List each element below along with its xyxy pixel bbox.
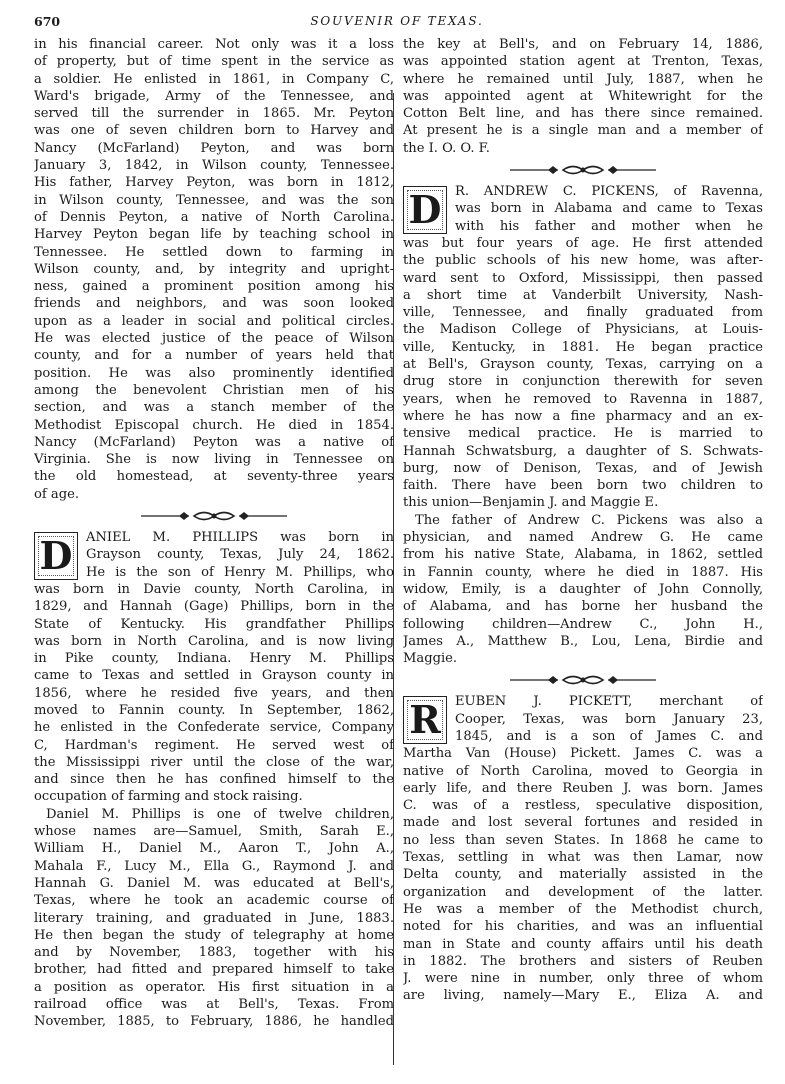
text-line: with his father and mother when he bbox=[455, 218, 763, 234]
text-line: of property, but of time spent in the service as bbox=[34, 54, 394, 70]
ornament-divider bbox=[34, 503, 394, 529]
text-line: following children—Andrew C., John H., bbox=[403, 616, 763, 632]
ornament-icon bbox=[508, 673, 658, 687]
text-line: C. was of a restless, speculative disposition, bbox=[403, 798, 763, 814]
text-line: faith. There have been born two children to bbox=[403, 478, 763, 494]
running-title: SOUVENIR OF TEXAS. bbox=[310, 14, 484, 28]
text-line: a soldier. He enlisted in 1861, in Company C, bbox=[34, 71, 394, 87]
text-line: ness, gained a prominent position among his bbox=[34, 279, 394, 295]
text-line: Martha Van (House) Pickett. James C. was a bbox=[403, 746, 763, 762]
text-line: The father of Andrew C. Pickens was also a bbox=[415, 512, 763, 528]
text-line: Grayson county, Texas, July 24, 1862. bbox=[86, 547, 394, 563]
text-line: in Pike county, Indiana. Henry M. Phillips bbox=[34, 651, 394, 667]
phillips-para2 bbox=[34, 806, 394, 1031]
text-line: Methodist Episcopal church. He died in 1854. bbox=[34, 417, 394, 433]
text-line: He then began the study of telegraphy at home bbox=[34, 927, 394, 943]
text-line: the Madison College of Physicians, at Louis- bbox=[403, 322, 763, 338]
text-line: native of North Carolina, moved to Georgia in bbox=[403, 763, 763, 779]
peyton-continuation bbox=[34, 36, 394, 503]
text-line: the old homestead, at seventy-three years bbox=[34, 469, 394, 485]
text-line: served till the surrender in 1865. Mr. Peyton bbox=[34, 106, 394, 122]
text-line: years, when he removed to Ravenna in 1887, bbox=[403, 391, 763, 407]
text-line: a position as operator. His first situation in a bbox=[34, 979, 394, 995]
text-line: section, and was a stanch member of the bbox=[34, 400, 394, 416]
page-header bbox=[34, 14, 760, 34]
text-line: Nancy (McFarland) Peyton, and was born bbox=[34, 140, 394, 156]
text-line: Delta county, and materially assisted in the bbox=[403, 867, 763, 883]
text-line: James A., Matthew B., Lou, Lena, Birdie and bbox=[403, 633, 763, 649]
text-line: and since then he has confined himself to the bbox=[34, 772, 394, 788]
text-line: at Bell's, Grayson county, Texas, carrying on a bbox=[403, 357, 763, 373]
phillips-continuation bbox=[403, 36, 763, 157]
text-line: organization and development of the latter. bbox=[403, 884, 763, 900]
dropcap-d: D bbox=[34, 532, 78, 580]
text-line: he enlisted in the Confederate service, Company bbox=[34, 720, 394, 736]
text-line: He is the son of Henry M. Phillips, who bbox=[86, 564, 394, 580]
text-line: in his financial career. Not only was it a loss bbox=[34, 37, 394, 52]
text-line: burg, now of Denison, Texas, and of Jewish bbox=[403, 460, 763, 476]
text-line: Harvey Peyton began life by teaching school in bbox=[34, 227, 394, 243]
text-line: in Wilson county, Tennessee, and was the son bbox=[34, 192, 394, 208]
text-line: position. He was also prominently identified bbox=[34, 365, 394, 381]
text-line: State of Kentucky. His grandfather Phillips bbox=[34, 616, 394, 632]
text-line: came to Texas and settled in Grayson county in bbox=[34, 668, 394, 684]
text-line: the Mississippi river until the close of the war, bbox=[34, 754, 394, 770]
text-line: where he has now a fine pharmacy and an ex- bbox=[403, 408, 763, 424]
ornament-divider bbox=[403, 157, 763, 183]
text-line: Maggie. bbox=[403, 651, 458, 667]
text-line: R. ANDREW C. PICKENS, of Ravenna, bbox=[455, 184, 763, 200]
text-line: are living, namely—Mary E., Eliza A. and bbox=[403, 988, 763, 1004]
text-line: was born in Alabama and came to Texas bbox=[455, 201, 763, 217]
text-line: the I. O. O. F. bbox=[403, 140, 490, 156]
text-line: was one of seven children born to Harvey and bbox=[34, 123, 394, 139]
text-line: Hannah Schwatsburg, a daughter of S. Schwats- bbox=[403, 443, 763, 459]
text-line: was appointed station agent at Trenton, Texas, bbox=[403, 54, 763, 70]
text-line: and by November, 1883, together with his bbox=[34, 945, 394, 961]
text-line: of Dennis Peyton, a native of North Carolina. bbox=[34, 209, 394, 225]
text-line: the public schools of his new home, was after- bbox=[403, 253, 763, 269]
text-line: 1845, and is a son of James C. and bbox=[455, 728, 763, 744]
text-line: Nancy (McFarland) Peyton was a native of bbox=[34, 434, 394, 450]
text-line: November, 1885, to February, 1886, he handled bbox=[34, 1014, 394, 1030]
phillips-para1 bbox=[34, 529, 394, 806]
text-line: made and lost several fortunes and resided in bbox=[403, 815, 763, 831]
text-line: Daniel M. Phillips is one of twelve children, bbox=[46, 806, 394, 822]
text-line: 1829, and Hannah (Gage) Phillips, born in the bbox=[34, 599, 394, 615]
text-line: Tennessee. He settled down to farming in bbox=[34, 244, 394, 260]
text-line: man in State and county affairs until his death bbox=[403, 936, 763, 952]
text-line: early life, and there Reuben J. was born. James bbox=[403, 780, 763, 796]
text-line: no less than seven States. In 1868 he came to bbox=[403, 832, 763, 848]
text-line: of age. bbox=[34, 486, 79, 502]
text-line: Wilson county, and, by integrity and upright- bbox=[34, 261, 394, 277]
text-line: noted for his charities, and was an influential bbox=[403, 919, 763, 935]
text-line: Texas, where he took an academic course of bbox=[34, 893, 394, 909]
text-line: where he remained until July, 1887, when he bbox=[403, 71, 763, 87]
text-line: C, Hardman's regiment. He served west of bbox=[34, 737, 394, 753]
text-line: tensive medical practice. He is married to bbox=[403, 426, 763, 442]
dropcap-r: R bbox=[403, 696, 447, 744]
text-line: was but four years of age. He first attended bbox=[403, 235, 763, 251]
text-line: was appointed agent at Whitewright for the bbox=[403, 88, 763, 104]
text-line: the key at Bell's, and on February 14, 1886, bbox=[403, 37, 763, 52]
text-line: upon as a leader in social and political circles. bbox=[34, 313, 394, 329]
text-line: was born in Davie county, North Carolina, in bbox=[34, 581, 394, 597]
text-line: a short time at Vanderbilt University, Nash- bbox=[403, 287, 763, 303]
dropcap-d: D bbox=[403, 186, 447, 234]
text-line: Cooper, Texas, was born January 23, bbox=[455, 711, 763, 727]
text-line: His father, Harvey Peyton, was born in 1812, bbox=[34, 175, 394, 191]
text-line: He was elected justice of the peace of Wilson bbox=[34, 331, 394, 347]
pickett-biography bbox=[403, 693, 763, 1004]
left-column bbox=[34, 36, 394, 1080]
text-line: ville, Tennessee, and finally graduated from bbox=[403, 305, 763, 321]
text-line: whose names are—Samuel, Smith, Sarah E., bbox=[34, 824, 394, 840]
text-line: Hannah G. Daniel M. was educated at Bell's, bbox=[34, 875, 394, 891]
text-line: county, and for a number of years held that bbox=[34, 348, 394, 364]
pickens-para1 bbox=[403, 183, 763, 512]
text-line: Virginia. She is now living in Tennessee on bbox=[34, 452, 394, 468]
text-line: was born in North Carolina, and is now living bbox=[34, 633, 394, 649]
text-line: William H., Daniel M., Aaron T., John A., bbox=[34, 841, 394, 857]
text-line: ville, Kentucky, in 1881. He began practice bbox=[403, 339, 763, 355]
pickens-biography bbox=[403, 183, 763, 667]
pickett-para1 bbox=[403, 693, 763, 1004]
text-line: ward sent to Oxford, Mississippi, then passed bbox=[403, 270, 763, 286]
text-line: At present he is a single man and a member of bbox=[403, 123, 763, 139]
text-line: brother, had fitted and prepared himself to take bbox=[34, 962, 394, 978]
text-line: this union—Benjamin J. and Maggie E. bbox=[403, 495, 659, 511]
ornament-icon bbox=[139, 509, 289, 523]
text-line: widow, Emily, is a daughter of John Connolly, bbox=[403, 581, 763, 597]
right-column bbox=[403, 36, 763, 1080]
text-line: literary training, and graduated in June, 1883. bbox=[34, 910, 394, 926]
text-line: of Alabama, and has borne her husband the bbox=[403, 599, 763, 615]
text-line: He was a member of the Methodist church, bbox=[403, 901, 763, 917]
text-line: January 3, 1842, in Wilson county, Tennessee. bbox=[34, 158, 394, 174]
text-line: 1856, where he resided five years, and then bbox=[34, 685, 394, 701]
text-line: railroad office was at Bell's, Texas. From bbox=[34, 997, 394, 1013]
ornament-icon bbox=[508, 163, 658, 177]
text-line: Cotton Belt line, and has there since remained. bbox=[403, 106, 763, 122]
text-line: from his native State, Alabama, in 1862, settled bbox=[403, 547, 763, 563]
text-line: J. were nine in number, only three of whom bbox=[403, 971, 763, 987]
text-line: EUBEN J. PICKETT, merchant of bbox=[455, 694, 763, 710]
text-line: moved to Fannin county. In September, 1862, bbox=[34, 702, 394, 718]
text-line: among the benevolent Christian men of his bbox=[34, 382, 394, 398]
text-line: Ward's brigade, Army of the Tennessee, and bbox=[34, 88, 394, 104]
page-number: 670 bbox=[34, 14, 61, 29]
text-line: Mahala F., Lucy M., Ella G., Raymond J. and bbox=[34, 858, 394, 874]
text-line: in 1882. The brothers and sisters of Reuben bbox=[403, 953, 763, 969]
text-line: physician, and named Andrew G. He came bbox=[403, 530, 763, 546]
text-line: drug store in conjunction therewith for seven bbox=[403, 374, 763, 390]
text-line: in Fannin county, where he died in 1887. His bbox=[403, 564, 763, 580]
text-line: Texas, settling in what was then Lamar, now bbox=[403, 850, 763, 866]
text-line: ANIEL M. PHILLIPS was born in bbox=[86, 530, 394, 546]
ornament-divider bbox=[403, 667, 763, 693]
text-line: occupation of farming and stock raising. bbox=[34, 789, 303, 805]
phillips-biography bbox=[34, 529, 394, 1031]
pickens-para2 bbox=[403, 512, 763, 668]
text-line: friends and neighbors, and was soon looked bbox=[34, 296, 394, 312]
